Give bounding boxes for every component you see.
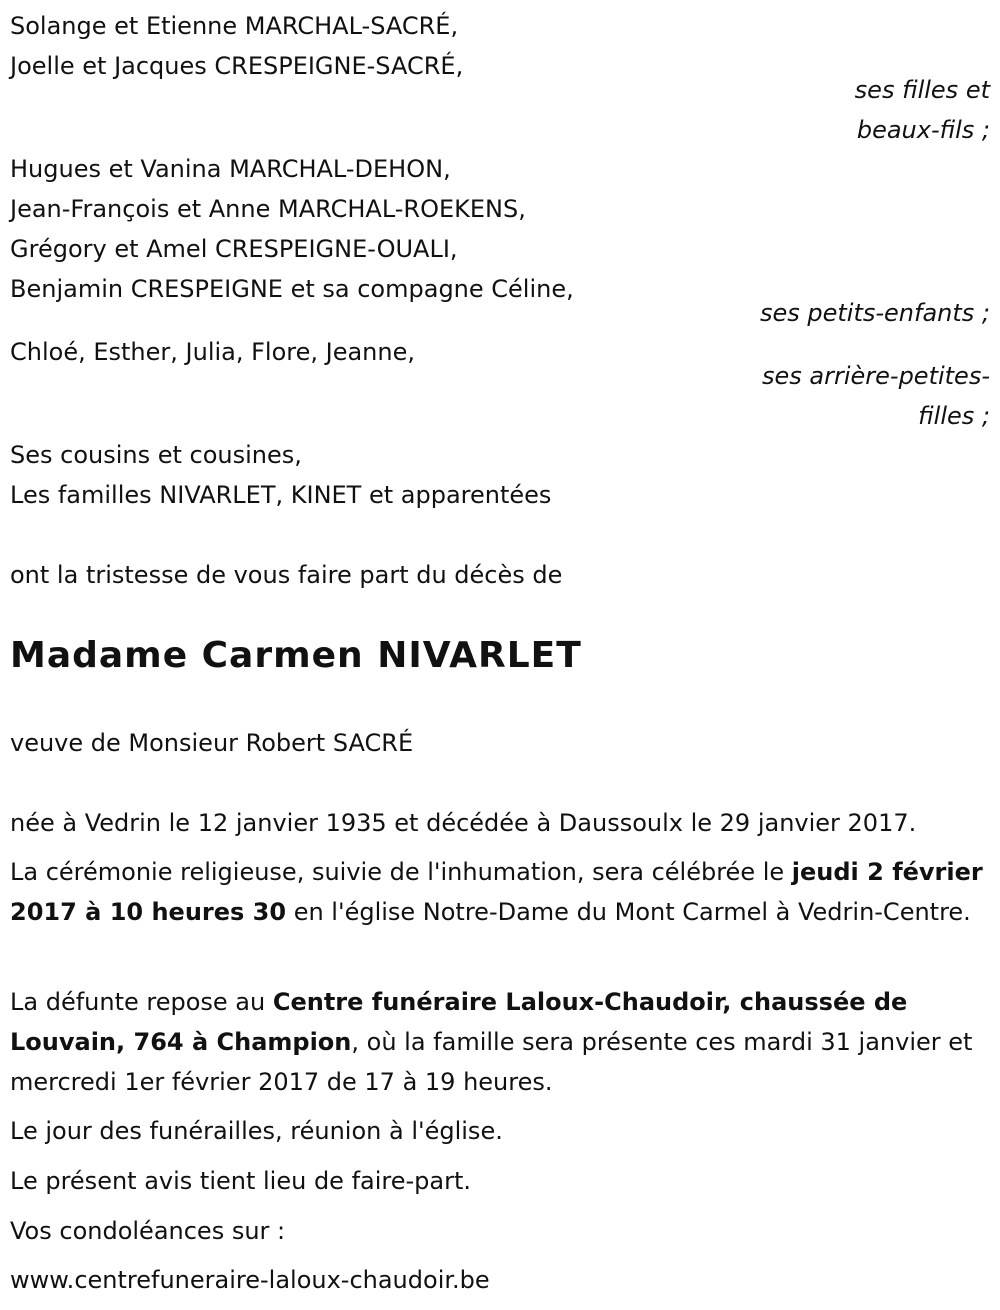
grandchild-line-1: Hugues et Vanina MARCHAL-DEHON, bbox=[10, 155, 451, 183]
daughter-couple-2: Joelle et Jacques CRESPEIGNE-SACRÉ, bbox=[10, 52, 464, 80]
ceremony-date: jeudi 2 février 2017 à 10 heures 30 bbox=[10, 858, 983, 926]
great-grandchildren: Chloé, Esther, Julia, Flore, Jeanne, bbox=[10, 338, 415, 366]
repose-location: Centre funéraire Laloux-Chaudoir, chaussée de Louvain, 764 à Champion bbox=[10, 988, 908, 1056]
deceased-name: Madame Carmen NIVARLET bbox=[10, 635, 582, 676]
announcement: ont la tristesse de vous faire part du décès de bbox=[10, 561, 563, 589]
role-daughters-line2: beaux-fils ; bbox=[856, 116, 990, 144]
meeting: Le jour des funérailles, réunion à l'église. bbox=[10, 1117, 503, 1145]
cousins: Ses cousins et cousines, bbox=[10, 441, 302, 469]
birth-death: née à Vedrin le 12 janvier 1935 et décédée à Daussoulx le 29 janvier 2017. bbox=[10, 809, 917, 837]
grandchild-line-4: Benjamin CRESPEIGNE et sa compagne Céline, bbox=[10, 275, 574, 303]
families: Les familles NIVARLET, KINET et apparentées bbox=[10, 481, 552, 509]
condolences-label: Vos condoléances sur : bbox=[10, 1217, 286, 1245]
role-grandchildren: ses petits-enfants ; bbox=[759, 299, 990, 327]
ceremony-prefix: La cérémonie religieuse, suivie de l'inhumation, sera célébrée le bbox=[10, 858, 792, 886]
grandchild-line-2: Jean-François et Anne MARCHAL-ROEKENS, bbox=[10, 195, 526, 223]
widow-of: veuve de Monsieur Robert SACRÉ bbox=[10, 729, 414, 757]
website-link[interactable]: www.centrefuneraire-laloux-chaudoir.be bbox=[10, 1266, 490, 1294]
role-great-grandchildren-line1: ses arrière-petites- bbox=[762, 362, 990, 390]
daughter-couple-1: Solange et Etienne MARCHAL-SACRÉ, bbox=[10, 12, 459, 40]
ceremony-suffix: en l'église Notre-Dame du Mont Carmel à Vedrin-Centre. bbox=[286, 898, 971, 926]
grandchild-line-3: Grégory et Amel CRESPEIGNE-OUALI, bbox=[10, 235, 458, 263]
repose-prefix: La défunte repose au bbox=[10, 988, 273, 1016]
ceremony-paragraph bbox=[10, 852, 985, 932]
role-daughters-line1: ses filles et bbox=[854, 76, 990, 104]
repose-paragraph bbox=[10, 982, 985, 1102]
role-great-grandchildren-line2: filles ; bbox=[918, 402, 990, 430]
notice: Le présent avis tient lieu de faire-part. bbox=[10, 1167, 472, 1195]
repose-suffix: , où la famille sera présente ces mardi 31 janvier et mercredi 1er février 2017 de 17 à 19 heures. bbox=[10, 1028, 973, 1096]
